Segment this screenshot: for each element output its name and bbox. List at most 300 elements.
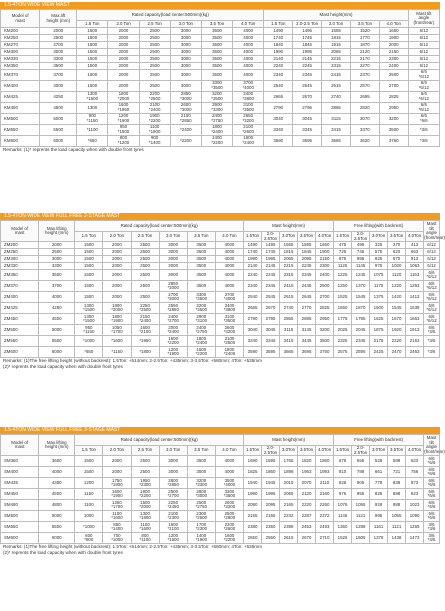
value-cell: 3200 *3500: [201, 92, 232, 103]
value-cell: 2000: [108, 70, 139, 81]
value-cell: 2545: [293, 81, 322, 92]
table-row: [1, 242, 440, 249]
header-height-col: 3.0 Ton: [322, 21, 351, 28]
section-title: 1.5-4TON WIDE VIEW FULL FREE 2-STAGE MAST: [0, 213, 440, 220]
value-cell: 3500: [187, 249, 215, 256]
value-cell: 1145: [352, 263, 370, 270]
value-cell: 2615: [322, 81, 351, 92]
value-cell: 3100 *3500: [233, 103, 264, 114]
value-cell: 2000: [103, 467, 131, 478]
value-cell: 6/6 *6/6: [424, 478, 440, 489]
value-cell: 1745: [262, 249, 280, 256]
value-cell: 1100 *1600: [103, 511, 131, 522]
table-row: [1, 456, 440, 467]
value-cell: 1490: [264, 28, 293, 35]
header-height-col: 4.0Ton: [316, 446, 334, 456]
value-cell: 4000: [233, 56, 264, 63]
value-cell: 988: [388, 500, 406, 511]
value-cell: 2500: [131, 242, 159, 249]
header-rated-col: 3.5 Ton: [201, 21, 232, 28]
value-cell: 3000: [40, 49, 77, 56]
value-cell: 2500 *2750: [187, 500, 215, 511]
value-cell: 6/12: [408, 28, 439, 35]
value-cell: *650: [77, 136, 108, 147]
model-cell: ZM400: [1, 292, 39, 303]
value-cell: 5000: [39, 325, 75, 336]
value-cell: 1538: [406, 303, 424, 314]
value-cell: 2100 *2600: [233, 125, 264, 136]
value-cell: 6/6 *6/12: [424, 281, 440, 292]
value-cell: 1545: [352, 292, 370, 303]
value-cell: 2000: [108, 81, 139, 92]
value-cell: 1600 *1900: [103, 489, 131, 500]
value-cell: 2500: [131, 456, 159, 467]
value-cell: 975: [334, 256, 352, 263]
model-cell: KM600: [1, 136, 40, 147]
value-cell: 3000: [159, 242, 187, 249]
value-cell: 2245: [298, 263, 316, 270]
value-cell: 1900: [379, 35, 408, 42]
value-cell: *1950: [131, 336, 159, 347]
value-cell: 1100 *1900: [139, 125, 170, 136]
value-cell: 1800 *2400: [201, 125, 232, 136]
value-cell: 3370: [350, 125, 379, 136]
value-cell: 1765: [280, 456, 298, 467]
value-cell: 528: [370, 456, 388, 467]
model-cell: ZM200: [1, 242, 39, 249]
value-cell: *650: [75, 347, 103, 358]
value-cell: 3595: [293, 136, 322, 147]
header-rated-col: 2.5 Ton: [139, 21, 170, 28]
value-cell: 6/6 *6/12: [424, 292, 440, 303]
value-cell: 1860: [262, 467, 280, 478]
value-cell: 620: [388, 249, 406, 256]
value-cell: 2615: [280, 292, 298, 303]
header-height-col: 3.5 Ton: [350, 21, 379, 28]
header-height-col: 3.5Ton: [298, 446, 316, 456]
value-cell: 1913: [406, 325, 424, 336]
value-cell: 3500: [201, 56, 232, 63]
value-cell: 1378: [370, 533, 388, 544]
value-cell: 6/12: [424, 256, 440, 263]
value-cell: 5000: [39, 511, 75, 522]
value-cell: 2540: [244, 292, 262, 303]
value-cell: 600 *800: [75, 533, 103, 544]
remarks: Remarks: (1)* reprents the load capacity when with double front tyres: [3, 147, 144, 152]
value-cell: 2500: [139, 42, 170, 49]
value-cell: 4350: [39, 478, 75, 489]
value-cell: 2065: [280, 489, 298, 500]
value-cell: 1220: [388, 281, 406, 292]
header-free-col: 1.5Ton: [334, 446, 352, 456]
value-cell: 2000: [103, 281, 131, 292]
value-cell: 3000: [159, 256, 187, 263]
header-height-col: 4.0 Ton: [379, 21, 408, 28]
value-cell: 1150: [75, 489, 103, 500]
value-cell: 2100 *2850: [170, 114, 201, 125]
header-model: Model of mast: [1, 221, 39, 242]
value-cell: 3000: [170, 49, 201, 56]
value-cell: 2160: [316, 489, 334, 500]
value-cell: 2500: [131, 249, 159, 256]
header-rated-col: 1.5 Ton: [75, 446, 103, 456]
value-cell: 3590: [244, 347, 262, 358]
header-tilt-angle: Mast tilt angle (front/rear): [424, 434, 445, 454]
value-cell: 2850 *3000: [159, 281, 187, 292]
value-cell: 2665: [244, 303, 262, 314]
value-cell: 5500: [39, 336, 75, 347]
header-height-col: 2.0-2.5 Ton: [293, 21, 322, 28]
value-cell: 1800 *2400: [215, 347, 243, 358]
value-cell: 1100 *1600: [131, 522, 159, 533]
spec-table-wide-view-mast: [0, 9, 440, 147]
value-cell: 2140: [244, 263, 262, 270]
value-cell: 913: [406, 256, 424, 263]
value-cell: 1650: [334, 303, 352, 314]
value-cell: 2710: [316, 533, 334, 544]
value-cell: 2500: [139, 28, 170, 35]
value-cell: 3590: [264, 136, 293, 147]
value-cell: 3000: [170, 35, 201, 42]
section-full-free-3-stage-mast: [0, 427, 445, 556]
value-cell: 828: [370, 489, 388, 500]
value-cell: 2300 *2500: [187, 511, 215, 522]
value-cell: 3200: [379, 114, 408, 125]
value-cell: 2500: [131, 256, 159, 263]
header-height-col: 3.0Ton: [280, 232, 298, 242]
value-cell: 1161: [370, 522, 388, 533]
value-cell: 2260: [316, 500, 334, 511]
value-cell: 923: [406, 489, 424, 500]
table-row: [1, 500, 440, 511]
header-height-col: 2.0-2.5Ton: [262, 446, 280, 456]
value-cell: 2370: [350, 70, 379, 81]
value-cell: 4000: [39, 292, 75, 303]
value-cell: 2090: [244, 500, 262, 511]
model-cell: SM450: [1, 489, 39, 500]
table-row: [1, 103, 440, 114]
value-cell: 2065: [322, 49, 351, 56]
value-cell: 1860: [316, 456, 334, 467]
value-cell: 4000: [215, 256, 243, 263]
value-cell: 1600 *2200: [215, 533, 243, 544]
value-cell: 1265: [406, 522, 424, 533]
value-cell: 2500: [131, 263, 159, 270]
value-cell: 1263: [406, 281, 424, 292]
value-cell: 3500: [187, 281, 215, 292]
section-wide-view-mast: [0, 2, 440, 153]
model-cell: KM425: [1, 92, 40, 103]
value-cell: 2095: [298, 256, 316, 263]
value-cell: 926: [334, 478, 352, 489]
value-cell: 850 *1400: [103, 522, 131, 533]
value-cell: 1375: [370, 292, 388, 303]
value-cell: 2770: [298, 303, 316, 314]
value-cell: 6/6 *6/6: [424, 500, 440, 511]
header-max-lift: Max.lifting height (mm): [39, 221, 75, 242]
value-cell: 1250: [334, 281, 352, 292]
value-cell: 1063: [406, 263, 424, 270]
value-cell: 4000: [233, 49, 264, 56]
value-cell: 3145: [298, 325, 316, 336]
value-cell: 2550: [262, 533, 280, 544]
value-cell: 6/12: [408, 56, 439, 63]
value-cell: 1300 *1500: [77, 92, 108, 103]
value-cell: 2000: [40, 28, 77, 35]
value-cell: 1600 *2400: [233, 136, 264, 147]
value-cell: 1121: [388, 522, 406, 533]
value-cell: 6/6 *6/12: [408, 103, 439, 114]
value-cell: *1800: [131, 347, 159, 358]
value-cell: 2500: [131, 281, 159, 292]
model-cell: KM250: [1, 35, 40, 42]
value-cell: 2740: [280, 303, 298, 314]
value-cell: 1500: [75, 249, 103, 256]
value-cell: 1825: [244, 467, 262, 478]
value-cell: 3000: [170, 70, 201, 81]
value-cell: 995: [352, 256, 370, 263]
value-cell: 2400 *2750: [187, 325, 215, 336]
value-cell: 1438: [388, 533, 406, 544]
value-cell: 1650: [379, 28, 408, 35]
value-cell: 1495: [293, 28, 322, 35]
value-cell: 4000: [215, 270, 243, 281]
value-cell: 2300: [379, 56, 408, 63]
model-cell: KM450: [1, 103, 40, 114]
model-cell: KM270: [1, 42, 40, 49]
value-cell: 1175: [370, 281, 388, 292]
value-cell: 6/12: [408, 63, 439, 70]
value-cell: 788: [352, 467, 370, 478]
value-cell: 2000: [108, 63, 139, 70]
value-cell: 1795: [352, 314, 370, 325]
value-cell: 3600: [39, 456, 75, 467]
value-cell: 3000: [170, 56, 201, 63]
value-cell: 2045: [352, 325, 370, 336]
value-cell: 2400: [316, 270, 334, 281]
value-cell: 2400: [379, 63, 408, 70]
value-cell: 2445: [298, 281, 316, 292]
header-rated-col: 2.0 Ton: [103, 446, 131, 456]
value-cell: 2170: [350, 56, 379, 63]
value-cell: 2850 *3000: [170, 92, 201, 103]
value-cell: 2000: [103, 249, 131, 256]
value-cell: 2025: [334, 325, 352, 336]
value-cell: 4000: [215, 249, 243, 256]
value-cell: 2325: [334, 336, 352, 347]
value-cell: 2540: [264, 81, 293, 92]
value-cell: 2245: [262, 270, 280, 281]
value-cell: 2175: [370, 336, 388, 347]
value-cell: 3665: [280, 347, 298, 358]
value-cell: 1775: [334, 314, 352, 325]
header-rated-capacity: Rated capacity(load center:500mm)(kg): [75, 221, 244, 232]
value-cell: 1995: [262, 489, 280, 500]
value-cell: 1300 *1800: [131, 511, 159, 522]
value-cell: 1990: [244, 489, 262, 500]
value-cell: 3340: [244, 336, 262, 347]
value-cell: 3500: [187, 270, 215, 281]
header-height-col: 3.5Ton: [298, 232, 316, 242]
value-cell: 3300 *3500: [187, 292, 215, 303]
value-cell: 6/12: [408, 49, 439, 56]
value-cell: 3500: [201, 63, 232, 70]
value-cell: 2795: [262, 314, 280, 325]
value-cell: 2900 *3300: [201, 103, 232, 114]
value-cell: *1600: [103, 336, 131, 347]
value-cell: 2500: [39, 249, 75, 256]
value-cell: 4000: [40, 81, 77, 92]
value-cell: 2500: [139, 35, 170, 42]
value-cell: 3115: [280, 325, 298, 336]
header-rated-col: 4.0 Ton: [215, 446, 243, 456]
value-cell: 3000: [159, 270, 187, 281]
value-cell: 1800 *2000: [108, 92, 139, 103]
value-cell: 2400 *2700: [159, 314, 187, 325]
remarks: Remarks: (1)The free lifting height (without backrest): 1.5Ton: +514mm; 2-2.5Ton: +435mm; 3-3.5Ton: +580mm; 4Ton: +535mm (2)* reprents the load capacity when with double front tyres: [3, 544, 262, 556]
value-cell: 3345: [293, 125, 322, 136]
value-cell: 6/6 *6/12: [408, 81, 439, 92]
value-cell: 2950: [316, 314, 334, 325]
value-cell: 2790: [264, 103, 293, 114]
value-cell: 2120: [350, 49, 379, 56]
spec-table-full-free-2-stage-mast: [0, 220, 445, 358]
value-cell: 1145: [334, 511, 352, 522]
value-cell: 700 *1000: [103, 533, 131, 544]
value-cell: 5500: [39, 522, 75, 533]
value-cell: 2345: [352, 336, 370, 347]
value-cell: 6/12: [408, 42, 439, 49]
value-cell: 1745: [293, 35, 322, 42]
value-cell: 4500: [39, 489, 75, 500]
value-cell: 3500: [187, 256, 215, 263]
value-cell: 2100 *2300: [159, 511, 187, 522]
table-row: [1, 35, 440, 42]
value-cell: 3695: [298, 347, 316, 358]
value-cell: 2345: [298, 270, 316, 281]
spec-table-full-free-3-stage-mast: [0, 434, 445, 544]
value-cell: 575: [370, 249, 388, 256]
value-cell: 2232: [280, 511, 298, 522]
value-cell: 2398: [280, 522, 298, 533]
table-row: [1, 136, 440, 147]
header-max-lift: Max.lift height (mm): [40, 10, 77, 28]
value-cell: 2790: [244, 314, 262, 325]
table-row: [1, 489, 440, 500]
model-cell: KM330: [1, 56, 40, 63]
value-cell: 4000: [215, 281, 243, 292]
table-row: [1, 511, 440, 522]
value-cell: 2500: [131, 467, 159, 478]
value-cell: 2950: [379, 103, 408, 114]
value-cell: 1840: [264, 42, 293, 49]
header-rated-col: 2.0 Ton: [108, 21, 139, 28]
value-cell: 4250: [40, 92, 77, 103]
value-cell: 3700 *4000: [215, 292, 243, 303]
value-cell: 1288: [352, 522, 370, 533]
value-cell: 2200 *2500: [139, 92, 170, 103]
value-cell: 976: [334, 489, 352, 500]
remarks: Remarks: (1)The free lifting height (without backrest): 1.5Ton: +514mm; 2-2.5Ton: +435mm; 3-3.5Ton: +580mm; 4Ton: +535mm (2)* reprents the load capacity when with double front tyres: [3, 358, 262, 370]
value-cell: 2463: [406, 347, 424, 358]
value-cell: 2670: [298, 533, 316, 544]
header-rated-col: 1.5 Ton: [75, 232, 103, 242]
value-cell: 1875: [370, 325, 388, 336]
value-cell: *1100: [77, 125, 108, 136]
value-cell: 778: [370, 478, 388, 489]
value-cell: 1995: [262, 256, 280, 263]
value-cell: 2000: [108, 56, 139, 63]
value-cell: 2220: [388, 336, 406, 347]
value-cell: 2000: [108, 28, 139, 35]
value-cell: 1815: [280, 249, 298, 256]
value-cell: 2615: [280, 533, 298, 544]
value-cell: 1520: [350, 28, 379, 35]
value-cell: 1950 *2300: [131, 478, 159, 489]
value-cell: 1020: [388, 263, 406, 270]
value-cell: 2500: [131, 270, 159, 281]
table-row: [1, 81, 440, 92]
value-cell: 1500: [77, 49, 108, 56]
value-cell: *1000: [75, 336, 103, 347]
value-cell: 2240: [244, 270, 262, 281]
value-cell: 1845: [298, 249, 316, 256]
header-height-col: 1.5 Ton: [264, 21, 293, 28]
model-cell: SM400: [1, 467, 39, 478]
value-cell: 3300: [39, 263, 75, 270]
header-rated-col: 2.5 Ton: [131, 446, 159, 456]
value-cell: 6000: [40, 136, 77, 147]
value-cell: 3/6 *3/6: [424, 533, 440, 544]
value-cell: 1500: [77, 56, 108, 63]
value-cell: 2800 *3000: [187, 489, 215, 500]
table-row: [1, 249, 440, 256]
value-cell: 2270: [350, 63, 379, 70]
value-cell: 1120: [388, 270, 406, 281]
value-cell: 2500: [316, 281, 334, 292]
value-cell: 3/6 *3/6: [424, 522, 440, 533]
value-cell: 1990: [244, 256, 262, 263]
header-rated-col: 3.5 Ton: [187, 446, 215, 456]
value-cell: 825: [370, 256, 388, 263]
value-cell: 3000: [170, 63, 201, 70]
value-cell: 2865: [322, 103, 351, 114]
model-cell: KM200: [1, 28, 40, 35]
value-cell: 1690: [244, 456, 262, 467]
value-cell: 3000: [170, 28, 201, 35]
table-row: [1, 303, 440, 314]
value-cell: 2220: [298, 500, 316, 511]
value-cell: 2120: [298, 489, 316, 500]
value-cell: 2500: [131, 292, 159, 303]
value-cell: 2000: [103, 456, 131, 467]
value-cell: 1473: [406, 533, 424, 544]
header-mast-height: Mast height(mm): [244, 435, 334, 446]
model-cell: SM360: [1, 456, 39, 467]
value-cell: 2415: [322, 70, 351, 81]
value-cell: 1953: [298, 467, 316, 478]
value-cell: 3500: [201, 35, 232, 42]
value-cell: 1500: [77, 63, 108, 70]
value-cell: 2000: [108, 49, 139, 56]
value-cell: 6000: [39, 347, 75, 358]
value-cell: 2095: [262, 500, 280, 511]
value-cell: *3/6: [408, 136, 439, 147]
header-free-lifting: Free lifting(with backrest): [334, 435, 424, 446]
value-cell: 1090: [406, 511, 424, 522]
value-cell: 2695: [350, 92, 379, 103]
value-cell: 6/6 *6/6: [424, 489, 440, 500]
